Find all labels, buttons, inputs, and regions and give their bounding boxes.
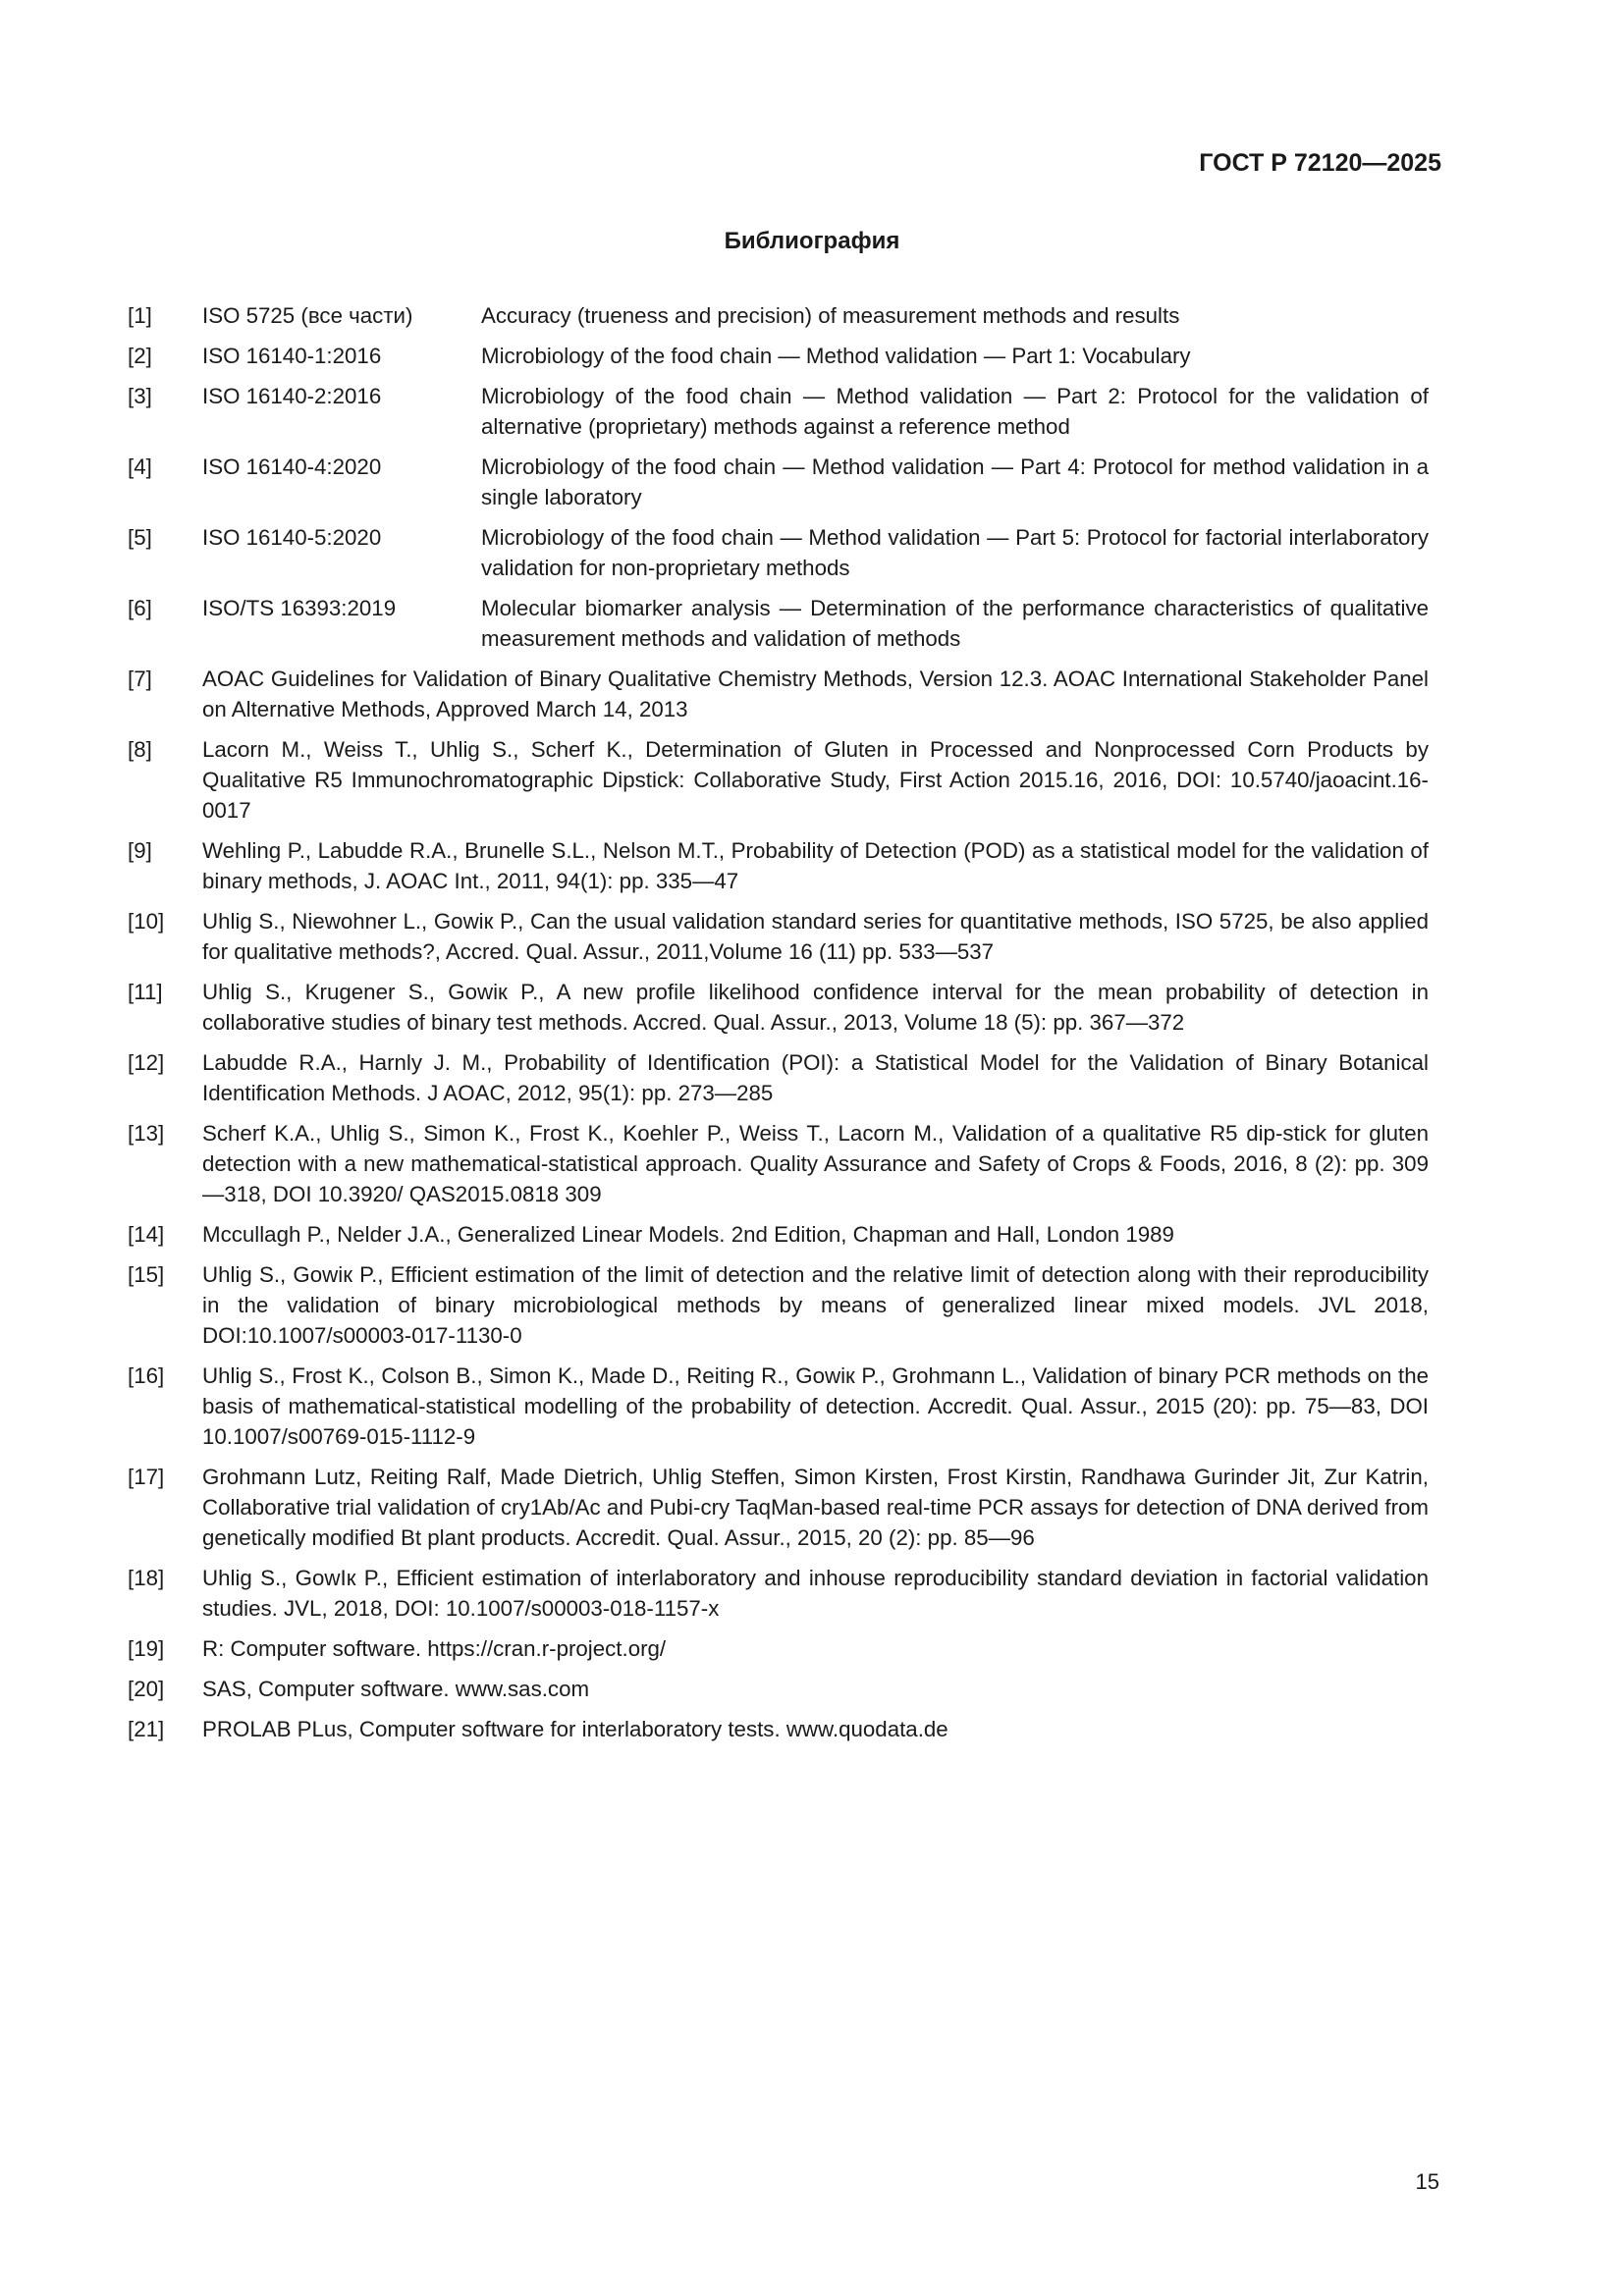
entry-text: Mccullagh P., Nelder J.A., Generalized Linear Models. 2nd Edition, Chapman and Hall, London 1989 (202, 1222, 1174, 1247)
bibliography-entry (128, 341, 1429, 371)
bibliography-entry (128, 1633, 1429, 1664)
entry-number: [19] (128, 1636, 165, 1661)
entry-text: Scherf K.A., Uhlig S., Simon K., Frost K., Koehler P., Weiss T., Lacorn M., Validation of a qualitative R5 dip-stick for gluten detection with a new mathematical-statistical approach. Quality Assurance and Safety of Crops & Foods, 2016, 8 (2): pp. 309—318, DOI 10.3920/ QAS2015.0818 309 (202, 1121, 1429, 1206)
entry-number: [2] (128, 344, 152, 368)
entry-standard: ISO 16140-2:2016 (202, 384, 382, 408)
entry-text: Accuracy (trueness and precision) of measurement methods and results (481, 303, 1180, 328)
entry-text: Wehling P., Labudde R.A., Brunelle S.L., Nelson M.T., Probability of Detection (POD) as a statistical model for the validation of binary methods, J. AOAC Int., 2011, 94(1): pp. 335—47 (202, 838, 1429, 893)
bibliography-entry (128, 452, 1429, 512)
entry-number: [16] (128, 1363, 165, 1388)
entry-text: Labudde R.A., Harnly J. M., Probability of Identification (POI): a Statistical Model for the Validation of Binary Botanical Identification Methods. J AOAC, 2012, 95(1): pp. 273—285 (202, 1050, 1429, 1105)
bibliography-entry (128, 664, 1429, 724)
entry-text: R: Computer software. https://cran.r-project.org/ (202, 1636, 667, 1661)
entry-standard: ISO/TS 16393:2019 (202, 596, 397, 620)
bibliography-entry (128, 734, 1429, 826)
entry-number: [17] (128, 1465, 165, 1489)
bibliography-entry (128, 381, 1429, 442)
bibliography-entry (128, 593, 1429, 654)
entry-number: [14] (128, 1222, 165, 1247)
bibliography-entry (128, 1219, 1429, 1250)
entry-number: [20] (128, 1677, 165, 1701)
bibliography-entry (128, 906, 1429, 967)
entry-number: [7] (128, 667, 152, 691)
entry-number: [6] (128, 596, 152, 620)
entry-number: [11] (128, 980, 163, 1004)
entry-text: Uhlig S., Gowiк P., Efficient estimation of the limit of detection and the relative limit of detection along with their reproducibility in the validation of binary microbiological methods by means of generalized linear mixed models. JVL 2018, DOI:10.1007/s00003-017-1130-0 (202, 1262, 1429, 1348)
entry-number: [9] (128, 838, 152, 863)
entry-number: [8] (128, 737, 152, 762)
bibliography-entry (128, 1361, 1429, 1452)
entry-number: [13] (128, 1121, 165, 1146)
entry-text: Molecular biomarker analysis — Determination of the performance characteristics of qualitative measurement methods and validation of methods (481, 596, 1429, 651)
entry-text: PROLAB PLus, Computer software for interlaboratory tests. www.quodata.de (202, 1717, 948, 1741)
bibliography-entry (128, 300, 1429, 331)
entry-text: Uhlig S., Niewohner L., Gowiк P., Can the usual validation standard series for quantitative methods, ISO 5725, be also applied for qualitative methods?, Accred. Qual. Assur., 2011,Volume 16 (11) pp. 533—537 (202, 909, 1429, 964)
entry-number: [18] (128, 1566, 165, 1590)
bibliography-entry (128, 1462, 1429, 1553)
entry-text: Microbiology of the food chain — Method validation — Part 1: Vocabulary (481, 344, 1191, 368)
bibliography-entry (128, 1714, 1429, 1744)
entry-number: [1] (128, 303, 152, 328)
entry-number: [4] (128, 454, 152, 479)
bibliography-entry (128, 835, 1429, 896)
entry-number: [10] (128, 909, 165, 934)
bibliography-list (128, 300, 1429, 1754)
entry-text: Microbiology of the food chain — Method validation — Part 5: Protocol for factorial interlaboratory validation for non-proprietary methods (481, 525, 1429, 580)
entry-number: [5] (128, 525, 152, 550)
entry-text: Uhlig S., Krugener S., Gowiк P., A new profile likelihood confidence interval for the mean probability of detection in collaborative studies of binary test methods. Accred. Qual. Assur., 2013, Volume 18 (5): pp. 367—372 (202, 980, 1429, 1035)
entry-number: [12] (128, 1050, 165, 1075)
bibliography-entry (128, 522, 1429, 583)
entry-text: SAS, Computer software. www.sas.com (202, 1677, 590, 1701)
bibliography-entry (128, 1047, 1429, 1108)
entry-text: Microbiology of the food chain — Method validation — Part 4: Protocol for method validation in a single laboratory (481, 454, 1429, 509)
document-designation: ГОСТ Р 72120—2025 (1199, 149, 1441, 177)
bibliography-entry (128, 1563, 1429, 1624)
entry-text: Uhlig S., Frost K., Colson B., Simon K., Made D., Reiting R., Gowiк P., Grohmann L., Validation of binary PCR methods on the basis of mathematical-statistical modelling of the probability of detection. Accredit. Qual. Assur., 2015 (20): pp. 75—83, DOI 10.1007/s00769-015-1112-9 (202, 1363, 1429, 1449)
section-title: Библиография (724, 228, 900, 254)
entry-number: [15] (128, 1262, 165, 1287)
entry-standard: ISO 16140-5:2020 (202, 525, 382, 550)
bibliography-entry (128, 977, 1429, 1038)
bibliography-entry (128, 1118, 1429, 1209)
entry-text: Grohmann Lutz, Reiting Ralf, Made Dietrich, Uhlig Steffen, Simon Kirsten, Frost Kirstin, Randhawa Gurinder Jit, Zur Katrin, Collaborative trial validation of cry1Ab/Ac and Pubi-cry TaqMan-based real-time PCR assays for detection of DNA derived from genetically modified Bt plant products. Accredit. Qual. Assur., 2015, 20 (2): pp. 85—96 (202, 1465, 1429, 1550)
entry-text: AOAC Guidelines for Validation of Binary Qualitative Chemistry Methods, Version 12.3. AOAC International Stakeholder Panel on Alternative Methods, Approved March 14, 2013 (202, 667, 1429, 721)
page-number: 15 (1415, 2169, 1439, 2194)
entry-text: Lacorn M., Weiss T., Uhlig S., Scherf K., Determination of Gluten in Processed and Nonprocessed Corn Products by Qualitative R5 Immunochromatographic Dipstick: Collaborative Study, First Action 2015.16, 2016, DOI: 10.5740/jaoacint.16-0017 (202, 737, 1429, 823)
entry-standard: ISO 16140-4:2020 (202, 454, 382, 479)
entry-standard: ISO 16140-1:2016 (202, 344, 382, 368)
entry-number: [21] (128, 1717, 165, 1741)
entry-text: Uhlig S., GowIк P., Efficient estimation of interlaboratory and inhouse reproducibility standard deviation in factorial validation studies. JVL, 2018, DOI: 10.1007/s00003-018-1157-x (202, 1566, 1429, 1621)
entry-standard: ISO 5725 (все части) (202, 303, 413, 328)
bibliography-entry (128, 1259, 1429, 1351)
entry-number: [3] (128, 384, 152, 408)
entry-text: Microbiology of the food chain — Method validation — Part 2: Protocol for the validation of alternative (proprietary) methods against a reference method (481, 384, 1429, 439)
bibliography-entry (128, 1674, 1429, 1704)
